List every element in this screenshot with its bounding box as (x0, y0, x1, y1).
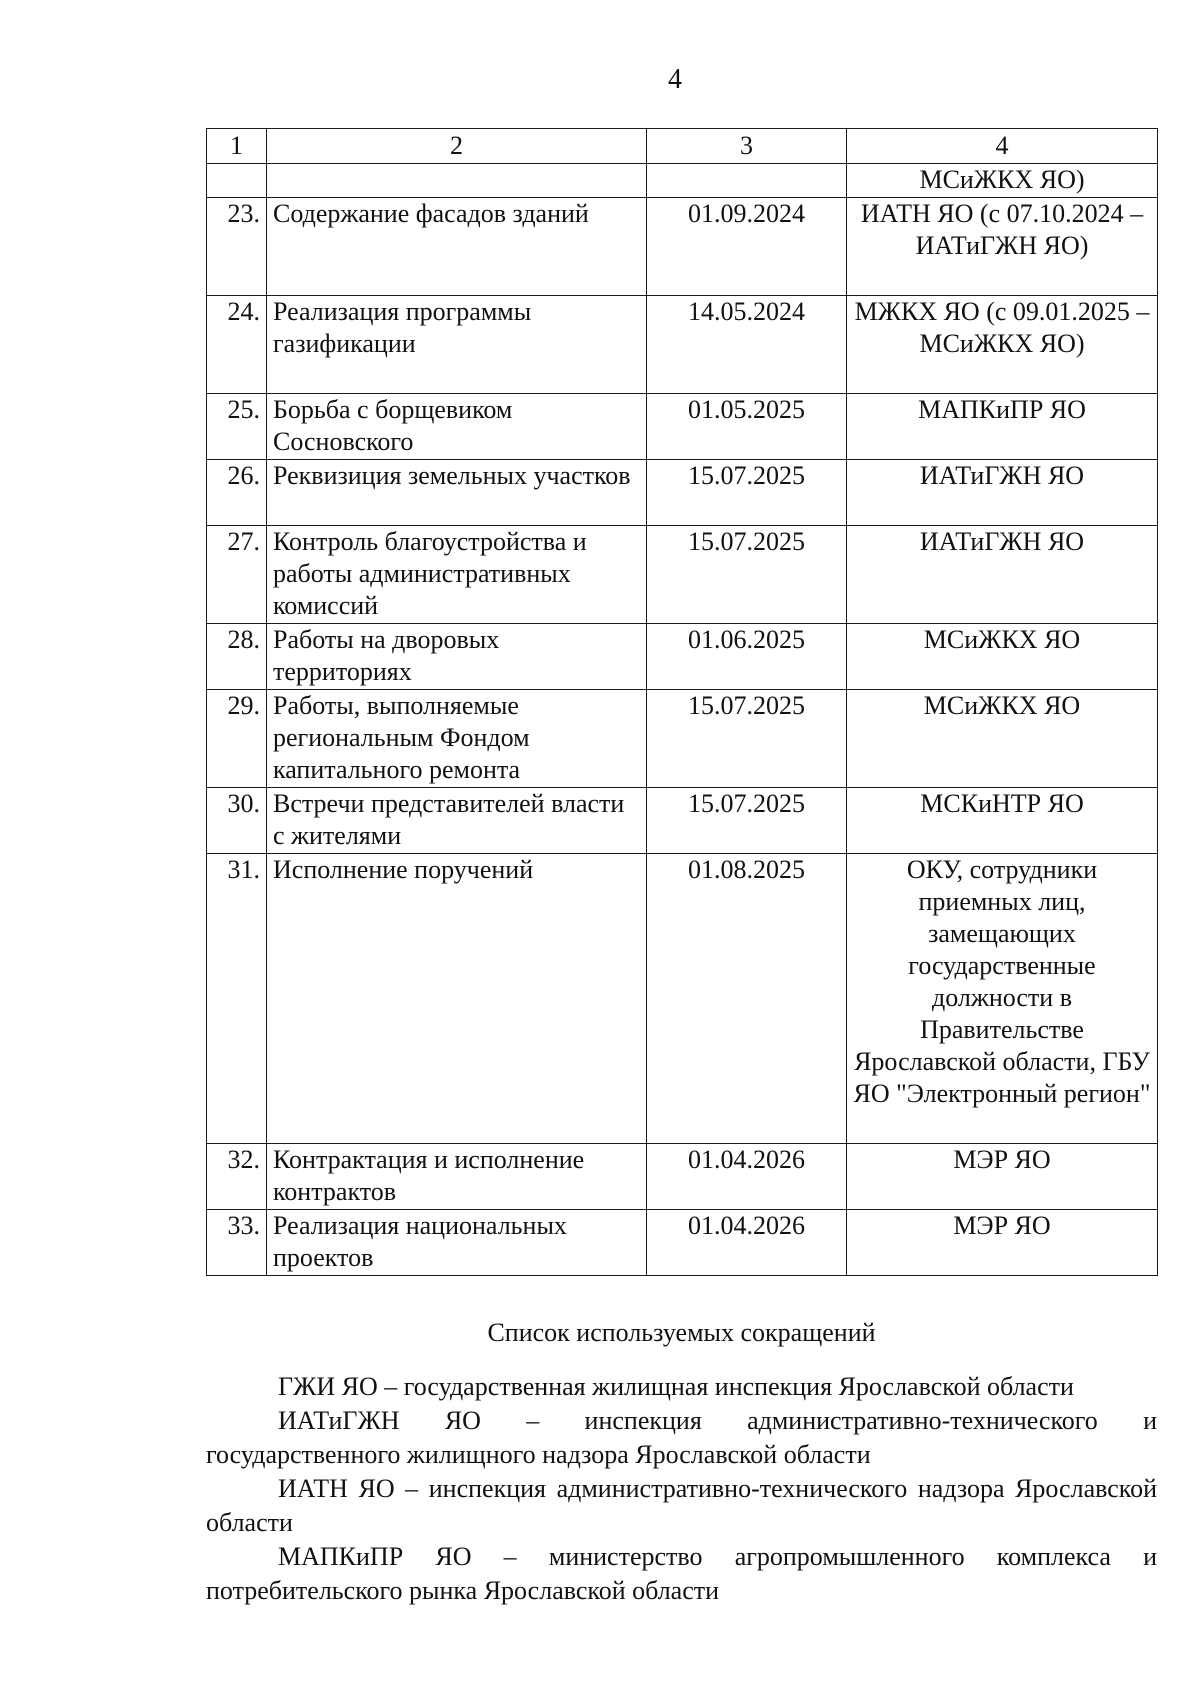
row-date: 15.07.2025 (647, 526, 847, 624)
row-responsible: МСиЖКХ ЯО (847, 690, 1158, 788)
row-name: Работы на дворовых территориях (267, 624, 647, 690)
row-responsible: МСКиНТР ЯО (847, 788, 1158, 854)
row-responsible: ИАТН ЯО (с 07.10.2024 – ИАТиГЖН ЯО) (847, 198, 1158, 296)
column-header: 3 (647, 129, 847, 164)
row-number: 33. (207, 1210, 267, 1276)
row-number: 32. (207, 1144, 267, 1210)
row-date: 01.05.2025 (647, 394, 847, 460)
row-name (267, 164, 647, 198)
row-responsible: МЖКХ ЯО (с 09.01.2025 – МСиЖКХ ЯО) (847, 296, 1158, 394)
row-date: 01.08.2025 (647, 854, 847, 1144)
table-row (207, 526, 1158, 624)
row-name: Реализация национальных проектов (267, 1210, 647, 1276)
row-responsible: МЭР ЯО (847, 1144, 1158, 1210)
column-header: 2 (267, 129, 647, 164)
row-number: 24. (207, 296, 267, 394)
row-responsible: ОКУ, сотрудники приемных лиц, замещающих государственные должности в Правительстве Ярославской области, ГБУ ЯО "Электронный регион" (847, 854, 1158, 1144)
row-name: Контрактация и исполнение контрактов (267, 1144, 647, 1210)
abbreviation-item: ГЖИ ЯО – государственная жилищная инспекция Ярославской области (278, 1372, 1074, 1401)
row-responsible: МСиЖКХ ЯО (847, 624, 1158, 690)
row-date (647, 164, 847, 198)
row-date: 14.05.2024 (647, 296, 847, 394)
table-row (207, 460, 1158, 526)
row-number: 29. (207, 690, 267, 788)
abbreviation-item: ИАТН ЯО – инспекция административно-технического надзора Ярославской области (206, 1474, 1157, 1537)
row-number: 28. (207, 624, 267, 690)
table-row (207, 296, 1158, 394)
row-name: Контроль благоустройства и работы административных комиссий (267, 526, 647, 624)
abbreviations-list (206, 1370, 1157, 1608)
row-name: Реквизиция земельных участков (267, 460, 647, 526)
table-row (207, 164, 1158, 198)
row-name: Содержание фасадов зданий (267, 198, 647, 296)
abbreviation-item: МАПКиПР ЯО – министерство агропромышленного комплекса и потребительского рынка Ярославской области (206, 1542, 1157, 1605)
row-name: Исполнение поручений (267, 854, 647, 1144)
table-row (207, 198, 1158, 296)
row-date: 01.09.2024 (647, 198, 847, 296)
row-responsible: МСиЖКХ ЯО) (847, 164, 1158, 198)
row-number (207, 164, 267, 198)
abbreviation-item: ИАТиГЖН ЯО – инспекция административно-технического и государственного жилищного надзора Ярославской области (206, 1406, 1157, 1469)
table-row (207, 1144, 1158, 1210)
column-header: 1 (207, 129, 267, 164)
page-number: 4 (668, 64, 682, 95)
table-header-row (207, 129, 1158, 164)
row-number: 25. (207, 394, 267, 460)
row-number: 31. (207, 854, 267, 1144)
table-row (207, 690, 1158, 788)
row-name: Работы, выполняемые региональным Фондом капитального ремонта (267, 690, 647, 788)
row-number: 23. (207, 198, 267, 296)
schedule-table (206, 128, 1158, 1276)
row-responsible: ИАТиГЖН ЯО (847, 460, 1158, 526)
row-number: 27. (207, 526, 267, 624)
row-name: Реализация программы газификации (267, 296, 647, 394)
column-header: 4 (847, 129, 1158, 164)
table-row (207, 788, 1158, 854)
row-responsible: МЭР ЯО (847, 1210, 1158, 1276)
row-number: 26. (207, 460, 267, 526)
row-number: 30. (207, 788, 267, 854)
row-date: 15.07.2025 (647, 460, 847, 526)
row-date: 01.04.2026 (647, 1144, 847, 1210)
row-responsible: ИАТиГЖН ЯО (847, 526, 1158, 624)
table-row (207, 1210, 1158, 1276)
table-row (207, 854, 1158, 1144)
row-responsible: МАПКиПР ЯО (847, 394, 1158, 460)
row-date: 15.07.2025 (647, 788, 847, 854)
row-name: Борьба с борщевиком Сосновского (267, 394, 647, 460)
row-date: 01.06.2025 (647, 624, 847, 690)
row-date: 15.07.2025 (647, 690, 847, 788)
row-date: 01.04.2026 (647, 1210, 847, 1276)
table-row (207, 394, 1158, 460)
row-name: Встречи представителей власти с жителями (267, 788, 647, 854)
abbreviations-title: Список используемых сокращений (487, 1318, 876, 1347)
table-row (207, 624, 1158, 690)
